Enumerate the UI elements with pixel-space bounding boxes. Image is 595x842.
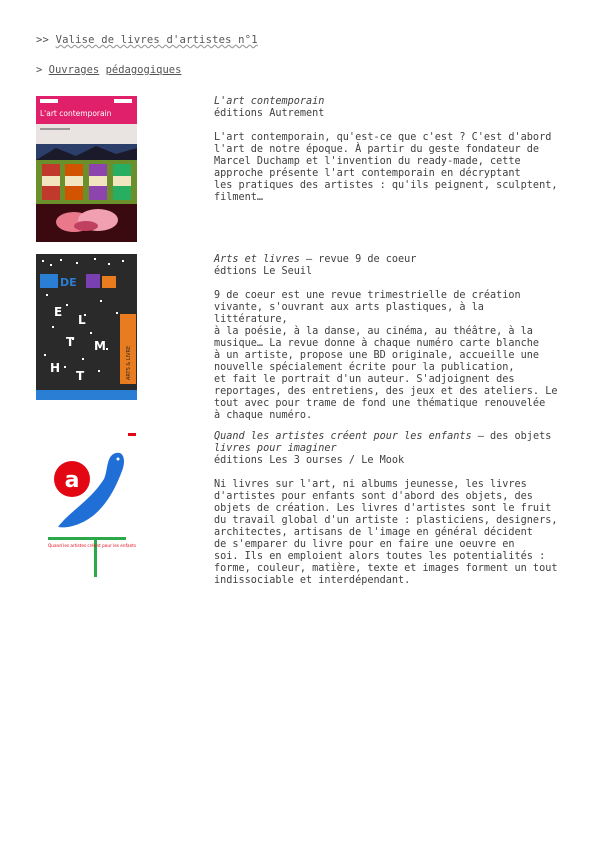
book-description: L'art contemporain, qu'est-ce que c'est ? C'est d'abord l'art de notre époque. À partir du geste fondateur de Marcel Duchamp et l'invention du ready-made, cette approche présente l'art contemporain en décryptant les pratiques des artistes : qu'ils peignent, sculptent, filment…: [214, 132, 558, 203]
book-description: Ni livres sur l'art, ni albums jeunesse, les livres d'artistes pour enfants sont d'abord des objets, des objets de création. Les livres d'artistes sont le fruit du travail global d'un artiste : plasticiens, designers, architectes, artisans de l'image en général décident de s'emparer du livre pour en faire une oeuvre en soi. Ils en emploient alors toutes les potentialités : forme, couleur, matière, texte et images forment un tout indissociable et interdépendant.: [214, 479, 558, 586]
cover-caption: L'art contemporain: [40, 109, 112, 118]
section-prefix: >: [36, 64, 43, 76]
book-publisher: éditions Autrement: [214, 108, 325, 119]
book-publisher: édtions Le Seuil: [214, 266, 313, 277]
svg-text:a: a: [64, 468, 80, 493]
book-text: [214, 254, 559, 422]
cover-caption: Quand les artistes créent pour les enfants: [48, 543, 137, 548]
section-link-pedagogiques[interactable]: pédagogiques: [105, 64, 182, 76]
svg-text:L: L: [78, 313, 86, 327]
svg-text:T: T: [76, 369, 85, 383]
book-title: L'art contemporain: [214, 96, 325, 107]
book-title-suffix: – revue 9 de coeur: [299, 254, 417, 265]
book-publisher: éditions Les 3 ourses / Le Mook: [214, 455, 405, 466]
cover-caption: ARTS & LIVRE: [126, 345, 132, 380]
section-breadcrumb: [36, 64, 181, 76]
book-cover-3-ourses[interactable]: [36, 431, 137, 581]
breadcrumb-link[interactable]: Valise de livres d'artistes n°1: [55, 34, 258, 46]
svg-text:E: E: [54, 305, 63, 319]
book-text: [214, 96, 559, 204]
book-title-suffix: – des objets: [471, 431, 552, 442]
book-description: 9 de coeur est une revue trimestrielle de création vivante, s'ouvrant aux arts plastiques, à la littérature, à la poésie, à la danse, au cinéma, au théâtre, à la musique… La revue donne à chaque numéro carte blanche à un artiste, propose une BD originale, accueille une nouvelle spécialement écrite pour la publication, et fait le portrait d'un auteur. S'adjoignent des reportages, des entretiens, des jeux et des ateliers. Le tout avec pour trame de fond une thématique renouvelée à chaque numéro.: [214, 290, 558, 421]
svg-text:H: H: [50, 361, 61, 375]
breadcrumb-prefix: >>: [36, 34, 50, 46]
book-title: Quand les artistes créent pour les enfants: [214, 431, 472, 442]
breadcrumb[interactable]: [36, 34, 258, 46]
book-title: Arts et livres: [214, 254, 300, 265]
book-title-line2: livres pour imaginer: [214, 443, 337, 454]
section-link-ouvrages[interactable]: Ouvrages: [48, 64, 100, 76]
svg-text:DE: DE: [60, 276, 77, 289]
book-text: [214, 431, 559, 587]
book-cover-art-contemporain[interactable]: [36, 96, 137, 242]
book-cover-9-de-coeur[interactable]: [36, 254, 137, 400]
svg-text:T: T: [66, 335, 75, 349]
svg-text:M: M: [94, 339, 106, 353]
